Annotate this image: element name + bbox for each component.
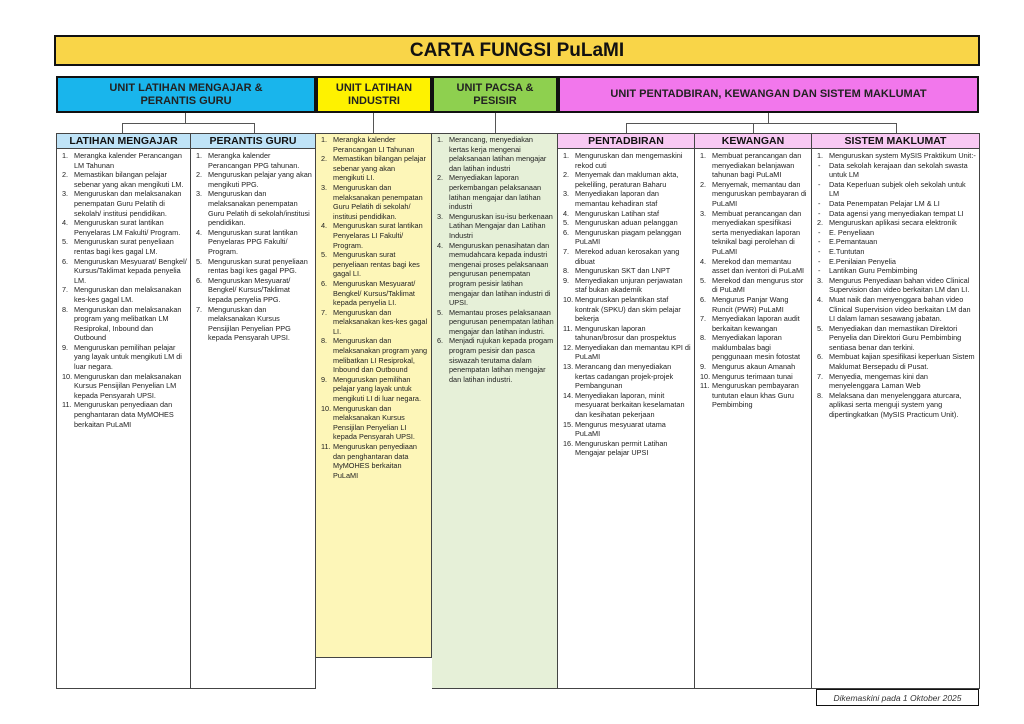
list-item	[814, 324, 976, 353]
item-number: 12.	[563, 342, 574, 352]
list-item	[560, 228, 691, 247]
item-text: Menyedia, mengemas kini dan menyelenggara Laman Web	[829, 371, 928, 391]
item-number: 4.	[563, 208, 570, 218]
list-item	[814, 391, 976, 420]
item-text: Menguruskan dan mengemaskini rekod cuti	[575, 151, 683, 170]
connector-line	[373, 113, 374, 133]
list-item	[59, 237, 187, 256]
list-item	[697, 257, 808, 276]
item-number: 5.	[817, 323, 824, 333]
item-text: Menguruskan isu-isu berkenaan Latihan Mengajar dan Latihan Industri	[449, 211, 553, 240]
item-text: Menguruskan surat penyeliaan rentas bagi kes gagal LI.	[333, 250, 420, 279]
list-item	[814, 199, 976, 209]
item-text: Mengurus akaun Amanah	[712, 362, 796, 372]
item-number: 8.	[817, 390, 824, 400]
item-number: -	[818, 198, 821, 208]
item-text: Menguruskan Mesyuarat/ Bengkel/ Kursus/Taklimat kepada penyelia LI.	[333, 278, 416, 308]
item-text: Data Keperluan subjek oleh sekolah untuk LM	[829, 179, 966, 199]
list-item	[434, 308, 554, 337]
item-text: Merangka kalender Perancangan LM Tahunan	[74, 151, 182, 170]
item-number: -	[818, 227, 821, 237]
list-item	[560, 439, 691, 458]
list-item	[814, 372, 976, 391]
connector-line	[768, 113, 769, 123]
item-number: 2.	[700, 179, 707, 189]
column-pentadbiran	[558, 133, 695, 689]
item-number: 1.	[62, 151, 69, 160]
unit-pentadbiran-kewangan-sistem-maklumat	[558, 76, 979, 113]
item-text: Menguruskan penyediaan dan penghantaran data MyMOHES berkaitan PuLaMI	[333, 442, 417, 480]
item-number: 9.	[563, 275, 570, 285]
list-item	[59, 257, 187, 286]
unit-latihan-mengajar-perantis-guru	[56, 76, 316, 113]
item-number: 6.	[700, 294, 707, 304]
item-number: 3.	[62, 189, 69, 199]
item-text: Menyediakan laporan perkembangan pelaksanaan latihan mengajar dan latihan industri	[449, 173, 542, 212]
item-number: 8.	[563, 266, 570, 276]
item-text: Menguruskan surat lantikan Penyelaras PPG Fakulti/ Program.	[208, 227, 298, 256]
list-item	[814, 228, 976, 238]
item-text: Menyemak, memantau dan menguruskan pembayaran di PuLaMI	[712, 179, 807, 208]
item-number: 4.	[817, 294, 824, 304]
item-text: Menguruskan SKT dan LNPT	[575, 266, 671, 276]
item-number: -	[818, 256, 821, 266]
list-item	[560, 420, 691, 439]
item-text: Merangka kalender Perancangan PPG tahunan.	[208, 151, 300, 170]
list-item	[560, 295, 691, 324]
column-header: PERANTIS GURU	[191, 133, 315, 149]
item-number: 4.	[700, 256, 707, 266]
item-text: Muat naik dan menyenggara bahan video Clinical Supervision video berkaitan LM dan LI dalam laman sesawang jabatan.	[829, 294, 971, 324]
list-item	[434, 135, 554, 173]
unit-label-line1: UNIT LATIHAN MENGAJAR &	[109, 81, 263, 94]
connector-line	[626, 123, 896, 124]
item-number: 2.	[321, 154, 328, 164]
item-text: Menyediakan laporan audit berkaitan kewangan	[712, 314, 800, 333]
page-title: CARTA FUNGSI PuLaMI	[54, 35, 980, 66]
list-item	[193, 257, 312, 276]
item-number: 2.	[563, 170, 570, 180]
item-text: Merekod dan mengurus stor di PuLaMI	[712, 275, 804, 295]
item-number: 11.	[321, 442, 331, 451]
item-number: -	[818, 160, 821, 170]
list-item	[814, 161, 976, 180]
list-item	[560, 247, 691, 266]
list-item	[697, 362, 808, 372]
item-number: 3.	[817, 275, 824, 285]
unit-label-line2: INDUSTRI	[348, 94, 400, 107]
function-list	[191, 149, 315, 343]
item-number: -	[818, 237, 821, 247]
list-item	[814, 266, 976, 276]
item-number: 11.	[62, 400, 72, 410]
list-item	[318, 279, 428, 308]
connector-line	[753, 123, 754, 133]
item-text: Menguruskan surat penyeliaan rentas bagi kes gagal LM.	[74, 237, 174, 256]
connector-line	[185, 113, 186, 123]
item-number: 10.	[321, 403, 332, 413]
list-item	[59, 151, 187, 170]
list-item	[560, 189, 691, 208]
item-text: Merekod dan memantau asset dan iventori di PuLaMI	[712, 256, 805, 276]
unit-label-line1: UNIT PACSA &	[456, 81, 534, 94]
item-number: 3.	[321, 182, 328, 192]
list-item	[560, 209, 691, 219]
list-item	[697, 151, 808, 180]
column-latihan-industri	[316, 133, 432, 658]
item-text: Menyediakan laporan dan memantau kehadiran staf	[575, 189, 659, 208]
list-item	[318, 404, 428, 442]
item-text: Mengurus Penyediaan bahan video Clinical Supervision dan video berkaitan LM dan LI.	[829, 275, 970, 295]
item-text: Merangka kalender Perancangan LI Tahunan	[333, 135, 415, 154]
item-number: 8.	[700, 333, 707, 343]
connector-line	[495, 113, 496, 133]
list-item	[318, 135, 428, 154]
list-item	[318, 308, 428, 337]
item-number: 13.	[563, 362, 574, 372]
item-text: E.Pemantauan	[829, 237, 878, 247]
list-item	[59, 189, 187, 218]
item-text: Membuat perancangan dan menyediakan spesifikasi serta menyediakan laporan teknikal bagi perolehan di PuLaMI	[712, 208, 802, 256]
item-text: Membuat perancangan dan menyediakan belanjawan tahunan bagi PuLaMI	[712, 151, 802, 180]
item-number: 6.	[437, 336, 444, 346]
item-text: E.Penilaian Penyelia	[829, 256, 896, 266]
item-text: Merancang dan menyediakan kertas cadangan projek-projek Pembangunan	[575, 362, 674, 391]
list-item	[193, 228, 312, 257]
item-text: Menguruskan surat penyeliaan rentas bagi kes gagal PPG.	[208, 256, 308, 276]
item-number: 4.	[321, 221, 328, 231]
list-item	[697, 381, 808, 410]
item-text: E. Penyeliaan	[829, 227, 875, 237]
list-item	[59, 372, 187, 401]
item-number: -	[818, 266, 821, 276]
function-list	[316, 134, 431, 480]
item-number: 7.	[62, 285, 69, 295]
column-header: LATIHAN MENGAJAR	[57, 133, 190, 149]
item-text: Mengurus Panjar Wang Runcit (PWR) PuLaMI	[712, 294, 789, 314]
list-item	[59, 343, 187, 372]
item-number: 3.	[437, 211, 444, 221]
list-item	[318, 250, 428, 279]
update-date-note: Dikemaskini pada 1 Oktober 2025	[816, 689, 979, 706]
list-item	[697, 295, 808, 314]
item-text: Menguruskan system MySIS Praktikum Unit:-	[829, 151, 976, 160]
connector-line	[896, 123, 897, 133]
list-item	[434, 212, 554, 241]
list-item	[814, 247, 976, 257]
list-item	[434, 241, 554, 308]
list-item	[814, 295, 976, 324]
item-number: 7.	[563, 246, 570, 256]
item-number: 9.	[62, 342, 69, 352]
item-number: 5.	[321, 250, 328, 260]
item-number: 6.	[62, 256, 69, 266]
function-list	[695, 149, 811, 410]
item-number: 8.	[321, 336, 328, 346]
item-text: Melaksana dan menyelenggara aturcara, aplikasi serta menguji system yang dipertingkatkan (MySIS Practicum Unit).	[829, 390, 962, 420]
list-item	[193, 305, 312, 343]
list-item	[318, 154, 428, 183]
list-item	[59, 218, 187, 237]
list-item	[560, 324, 691, 343]
item-text: Lantikan Guru Pembimbing	[829, 266, 918, 276]
item-text: Menguruskan dan melaksanakan program yang melibatkan LI Resiprokal, Inbound dan Outbound	[333, 336, 428, 375]
list-item	[318, 442, 428, 480]
item-number: 7.	[817, 371, 824, 381]
list-item	[560, 266, 691, 276]
item-text: Menguruskan Mesyuarat/ Bengkel/ Kursus/Taklimat kepada penyelia PPG.	[208, 275, 291, 304]
list-item	[318, 375, 428, 404]
item-number: 3.	[700, 208, 707, 218]
item-number: 2.	[817, 218, 824, 228]
item-number: 1.	[196, 151, 203, 160]
item-text: Menguruskan dan melaksanakan Kursus Pensijilan Penyelian LI kepada Pensyarah UPSI.	[333, 403, 415, 442]
item-text: Memastikan bilangan pelajar sebenar yang akan mengikuti LM.	[74, 170, 184, 189]
item-text: Menguruskan Latihan staf	[575, 208, 659, 218]
list-item	[560, 362, 691, 391]
list-item	[434, 336, 554, 384]
item-number: 7.	[321, 307, 328, 317]
list-item	[560, 218, 691, 228]
item-text: Menguruskan pelajar yang akan mengikuti PPG.	[208, 170, 312, 189]
unit-latihan-industri	[316, 76, 432, 113]
function-list	[558, 149, 694, 458]
item-number: 10.	[563, 294, 574, 304]
column-header: KEWANGAN	[695, 133, 811, 149]
column-sistem-maklumat	[812, 133, 980, 689]
item-text: Menjadi rujukan kepada progam program pesisir dan pasca siswazah terutama dalam penempatan latihan mengajar dan latihan industri.	[449, 336, 554, 384]
function-list	[812, 149, 979, 420]
item-number: 5.	[62, 237, 69, 247]
item-number: 9.	[700, 362, 707, 372]
list-item	[697, 276, 808, 295]
column-kewangan	[695, 133, 812, 689]
connector-line	[122, 123, 254, 124]
item-text: Menguruskan laporan tahunan/brosur dan prospektus	[575, 323, 677, 343]
item-text: Menguruskan penyediaan dan penghantaran data MyMOHES berkaitan PuLaMI	[74, 400, 174, 429]
item-number: 6.	[196, 275, 203, 285]
item-number: 9.	[321, 374, 328, 384]
item-text: Menguruskan dan melaksanakan Kursus Pensijilan Penyelian LM kepada Pensyarah UPSI.	[74, 371, 182, 400]
item-text: Memastikan bilangan pelajar sebenar yang akan mengikuti LI.	[333, 154, 426, 183]
list-item	[434, 173, 554, 211]
item-text: Menguruskan pemilihan pelajar yang layak untuk mengikuti LM di luar negara.	[74, 342, 182, 372]
list-item	[814, 276, 976, 295]
item-number: 1.	[817, 151, 824, 160]
connector-line	[122, 123, 123, 133]
item-text: Menguruskan dan melaksanakan penempatan Guru Pelatih di sekolah/ institusi pendidikan.	[74, 189, 182, 218]
item-text: Merancang, menyediakan kertas kerja mengenai pelaksanaan latihan mengajar dan latihan industri	[449, 135, 547, 173]
list-item	[560, 391, 691, 420]
item-text: Menguruskan surat lantikan Penyelaras LI Fakulti/ Program.	[333, 221, 423, 250]
list-item	[697, 209, 808, 257]
list-item	[193, 276, 312, 305]
list-item	[560, 343, 691, 362]
list-item	[814, 209, 976, 219]
column-latihan-mengajar	[56, 133, 191, 689]
item-text: Menguruskan surat lantikan Penyelaras LM Fakulti/ Program.	[74, 218, 181, 237]
item-number: 6.	[321, 278, 328, 288]
item-text: Menguruskan pelantikan staf kontrak (SPKU) dan skim pelajar bekerja	[575, 294, 681, 324]
list-item	[697, 333, 808, 362]
item-text: Menyediakan laporan maklumbalas bagi penggunaan mesin fotostat	[712, 333, 801, 362]
item-text: E.Tuntutan	[829, 246, 865, 256]
item-text: Menguruskan pemilihan pelajar yang layak untuk mengikuti LI di luar negara.	[333, 374, 422, 404]
item-number: 11.	[700, 381, 710, 391]
item-number: 1.	[437, 135, 444, 144]
item-text: Menguruskan piagam pelanggan PuLaMI	[575, 227, 682, 247]
list-item	[560, 276, 691, 295]
unit-label-line1: UNIT LATIHAN	[335, 81, 413, 94]
list-item	[318, 221, 428, 250]
item-text: Menguruskan pembayaran tuntutan elaun khas Guru Pembimbing	[712, 381, 799, 410]
item-number: 15.	[563, 419, 574, 429]
function-list	[432, 134, 557, 384]
item-number: 3.	[563, 189, 570, 199]
item-text: Membuat kajian spesifikasi keperluan Sistem Maklumat Bersepadu di Pusat.	[829, 352, 975, 372]
connector-line	[254, 123, 255, 133]
item-number: 1.	[563, 151, 570, 160]
list-item	[814, 257, 976, 267]
list-item	[697, 180, 808, 209]
unit-pacsa-pesisir	[432, 76, 558, 113]
item-number: 5.	[563, 218, 570, 228]
item-text: Mengurus mesyuarat utama PuLaMI	[575, 419, 666, 439]
list-item	[814, 151, 976, 161]
item-text: Menyediakan dan memantau KPI di PuLaMI	[575, 342, 691, 362]
list-item	[814, 237, 976, 247]
item-number: 7.	[196, 304, 203, 314]
item-text: Memantau proses pelaksanaan pengurusan penempatan latihan mengajar dan latihan industri.	[449, 307, 554, 336]
item-text: Mengurus terimaan tunai	[712, 371, 793, 381]
item-text: Menguruskan dan melaksanakan penempatan Guru Pelatih di sekolah/ institusi pendidikan.	[333, 182, 423, 221]
item-text: Menguruskan penasihatan dan memudahcara kepada industri mengenai proses pelaksanaan pengurusan penempatan program pesisir latihan mengajar dan latihan industri di UPSI.	[449, 240, 551, 308]
item-text: Menguruskan dan melaksanakan program yang melibatkan LM Resiprokal, Inbound dan Outbound	[74, 304, 182, 343]
column-pacsa-pesisir	[432, 133, 558, 689]
list-item	[814, 218, 976, 228]
list-item	[193, 151, 312, 170]
item-text: Data Penempatan Pelajar LM & LI	[829, 198, 940, 208]
list-item	[318, 336, 428, 374]
list-item	[560, 170, 691, 189]
list-item	[318, 183, 428, 221]
unit-label-line2: PESISIR	[473, 94, 517, 107]
item-number: 4.	[437, 240, 444, 250]
item-text: Menyemak dan makluman akta, pekeliling, peraturan Baharu	[575, 170, 679, 189]
item-number: 11.	[563, 323, 573, 333]
list-item	[59, 400, 187, 429]
column-header: PENTADBIRAN	[558, 133, 694, 149]
column-perantis-guru	[191, 133, 316, 689]
item-number: -	[818, 246, 821, 256]
unit-label-line1: UNIT PENTADBIRAN, KEWANGAN DAN SISTEM MAKLUMAT	[610, 88, 927, 100]
function-list	[57, 149, 190, 429]
item-text: Menguruskan aplikasi secara elektronik	[829, 218, 957, 228]
list-item	[59, 305, 187, 343]
list-item	[814, 180, 976, 199]
list-item	[193, 170, 312, 189]
item-number: 7.	[700, 314, 707, 324]
column-header: SISTEM MAKLUMAT	[812, 133, 979, 149]
list-item	[560, 151, 691, 170]
item-number: 6.	[817, 352, 824, 362]
item-text: Merekod aduan kerosakan yang dibuat	[575, 246, 680, 266]
item-text: Menguruskan permit Latihan Mengajar pelajar UPSI	[575, 438, 668, 458]
item-text: Menyediakan dan memastikan Direktori Penyelia dan Direktori Guru Pembimbing sentiasa benar dan terkini.	[829, 323, 962, 352]
item-number: 6.	[563, 227, 570, 237]
item-number: -	[818, 208, 821, 218]
item-number: 1.	[321, 135, 328, 144]
item-text: Menguruskan dan melaksanakan penempatan Guru Pelatih di sekolah/institusi pendidikan.	[208, 189, 310, 228]
unit-label-line2: PERANTIS GURU	[140, 94, 232, 107]
item-number: 5.	[437, 307, 444, 317]
item-number: 16.	[563, 438, 574, 448]
item-number: 2.	[62, 170, 69, 180]
item-number: -	[818, 179, 821, 189]
item-text: Menguruskan dan melaksanakan Kursus Pensijilan Penyelian PPG kepada Pensyarah UPSI.	[208, 304, 291, 343]
list-item	[193, 189, 312, 227]
item-number: 5.	[196, 256, 203, 266]
item-number: 10.	[62, 371, 73, 381]
item-text: Menyediakan laporan, minit mesyuarat berkaitan keselamatan dan kesihatan pekerjaan	[575, 390, 685, 420]
item-number: 4.	[196, 227, 203, 237]
item-text: Menguruskan dan melaksanakan kes-kes gagal LM.	[74, 285, 182, 304]
item-number: 10.	[700, 371, 711, 381]
item-text: Menguruskan dan melaksanakan kes-kes gagal LI.	[333, 307, 428, 336]
list-item	[697, 314, 808, 333]
item-number: 5.	[700, 275, 707, 285]
item-number: 8.	[62, 304, 69, 314]
item-text: Menguruskan aduan pelanggan	[575, 218, 678, 228]
item-text: Data sekolah kerajaan dan sekolah swasta untuk LM	[829, 160, 968, 180]
item-number: 4.	[62, 218, 69, 228]
item-number: 3.	[196, 189, 203, 199]
item-number: 2.	[437, 173, 444, 183]
item-number: 14.	[563, 390, 574, 400]
list-item	[59, 285, 187, 304]
list-item	[814, 352, 976, 371]
item-number: 2.	[196, 170, 203, 180]
item-text: Menyediakan unjuran perjawatan staf bukan akademik	[575, 275, 683, 295]
item-text: Menguruskan Mesyuarat/ Bengkel/ Kursus/Taklimat kepada penyelia LM.	[74, 256, 187, 285]
connector-line	[626, 123, 627, 133]
item-text: Data agensi yang menyediakan tempat LI	[829, 208, 964, 218]
list-item	[697, 372, 808, 382]
item-number: 1.	[700, 151, 707, 160]
list-item	[59, 170, 187, 189]
